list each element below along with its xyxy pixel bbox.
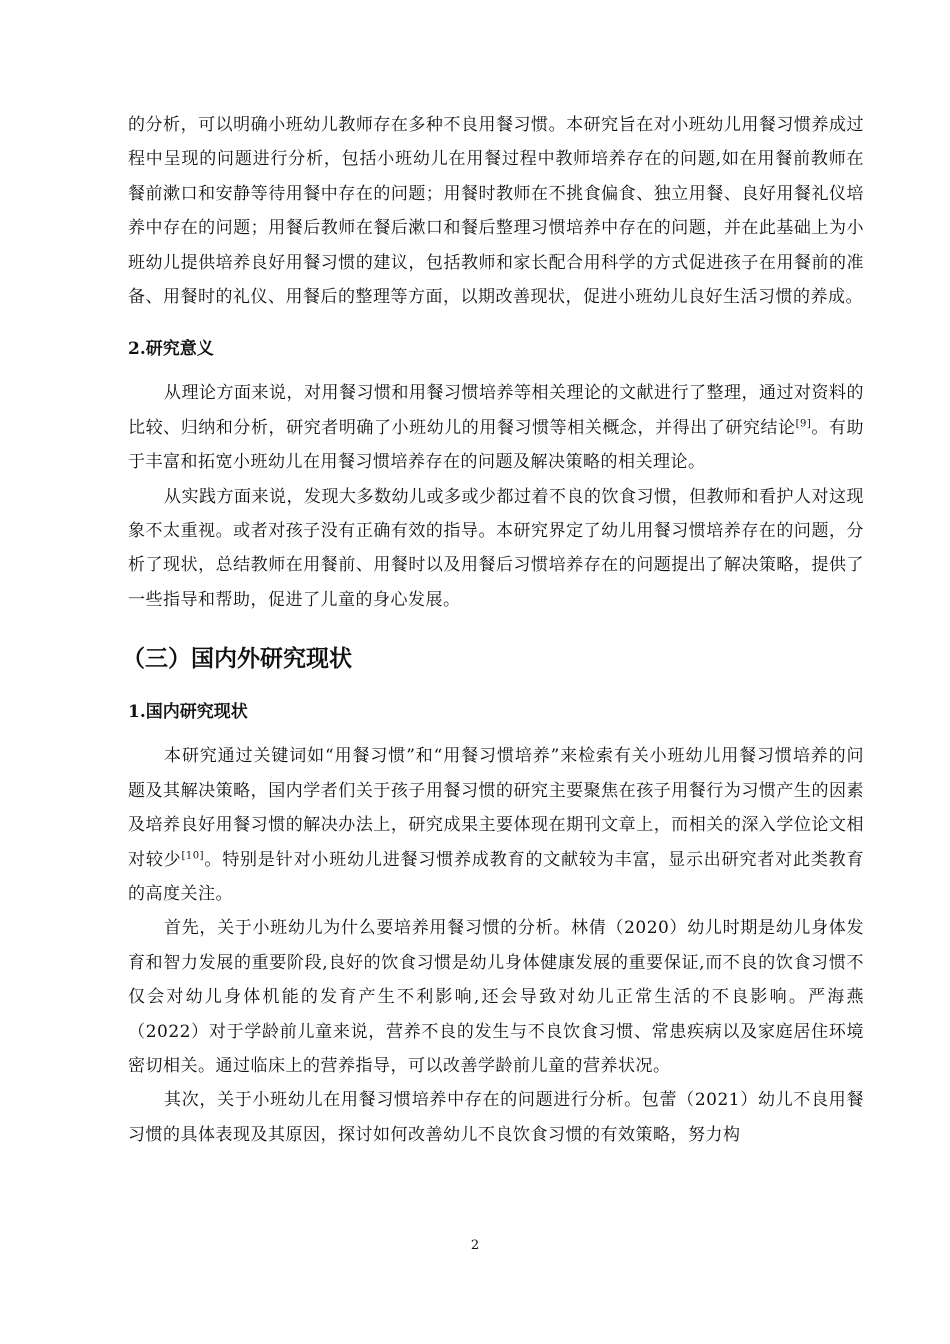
- subsection-heading-domestic: 1.国内研究现状: [128, 702, 248, 723]
- section-heading-research-status: （三）国内外研究现状: [122, 645, 352, 673]
- significance-theory-tail: 。有助于丰富和拓宽小班幼儿在用餐习惯培养存在的问题及解决策略的相关理论。: [128, 417, 865, 473]
- citation-ref: [10]: [181, 849, 205, 861]
- page-content: [122, 108, 865, 1152]
- domestic-p1-text: 本研究通过关键词如“用餐习惯”和“用餐习惯培养”来检索有关小班幼儿用餐习惯培养的问题及其解决策略，国内学者们关于孩子用餐习惯的研究主要聚焦在孩子用餐行为习惯产生的因素及培养良好用餐习惯的解决办法上，研究成果主要体现在期刊文章上，而相关的深入学位论文相对较少: [128, 746, 864, 870]
- section-heading-significance: 2.研究意义: [128, 339, 214, 360]
- significance-paragraph-theory: [128, 376, 864, 479]
- significance-paragraph-practice: 从实践方面来说，发现大多数幼儿或多或少都过着不良的饮食习惯，但教师和看护人对这现象不太重视。或者对孩子没有正确有效的指导。本研究界定了幼儿用餐习惯培养存在的问题，分析了现状，总结教师在用餐前、用餐时以及用餐后习惯培养存在的问题提出了解决策略，提供了一些指导和帮助，促进了儿童的身心发展。: [128, 486, 864, 610]
- domestic-p1-tail: 。特别是针对小班幼儿进餐习惯养成教育的文献较为丰富，显示出研究者对此类教育的高度关注。: [128, 849, 865, 904]
- intro-paragraph: 的分析，可以明确小班幼儿教师存在多种不良用餐习惯。本研究旨在对小班幼儿用餐习惯养成过程中呈现的问题进行分析，包括小班幼儿在用餐过程中教师培养存在的问题,如在用餐前教师在餐前漱口和安静等待用餐中存在的问题；用餐时教师在不挑食偏食、独立用餐、良好用餐礼仪培养中存在的问题；用餐后教师在餐后漱口和餐后整理习惯培养中存在的问题，并在此基础上为小班幼儿提供培养良好用餐习惯的建议，包括教师和家长配合用科学的方式促进孩子在用餐前的准备、用餐时的礼仪、用餐后的整理等方面，以期改善现状，促进小班幼儿良好生活习惯的养成。: [128, 115, 864, 308]
- domestic-paragraph-2: 首先，关于小班幼儿为什么要培养用餐习惯的分析。林倩（2020）幼儿时期是幼儿身体发育和智力发展的重要阶段,良好的饮食习惯是幼儿身体健康发展的重要保证,而不良的饮食习惯不仅会对幼儿身体机能的发育产生不利影响,还会导致对幼儿正常生活的不良影响。严海燕（2022）对于学龄前儿童来说，营养不良的发生与不良饮食习惯、常患疾病以及家庭居住环境密切相关。通过临床上的营养指导，可以改善学龄前儿童的营养状况。: [128, 918, 864, 1076]
- domestic-paragraph-1: [128, 739, 864, 911]
- domestic-paragraph-3: 其次，关于小班幼儿在用餐习惯培养中存在的问题进行分析。包蕾（2021）幼儿不良用餐习惯的具体表现及其原因，探讨如何改善幼儿不良饮食习惯的有效策略，努力构: [128, 1090, 864, 1145]
- significance-theory-text: 从理论方面来说，对用餐习惯和用餐习惯培养等相关理论的文献进行了整理，通过对资料的比较、归纳和分析，研究者明确了小班幼儿的用餐习惯等相关概念，并得出了研究结论: [128, 383, 864, 438]
- citation-ref: [9]: [795, 418, 812, 430]
- page-number: 2: [470, 1238, 480, 1253]
